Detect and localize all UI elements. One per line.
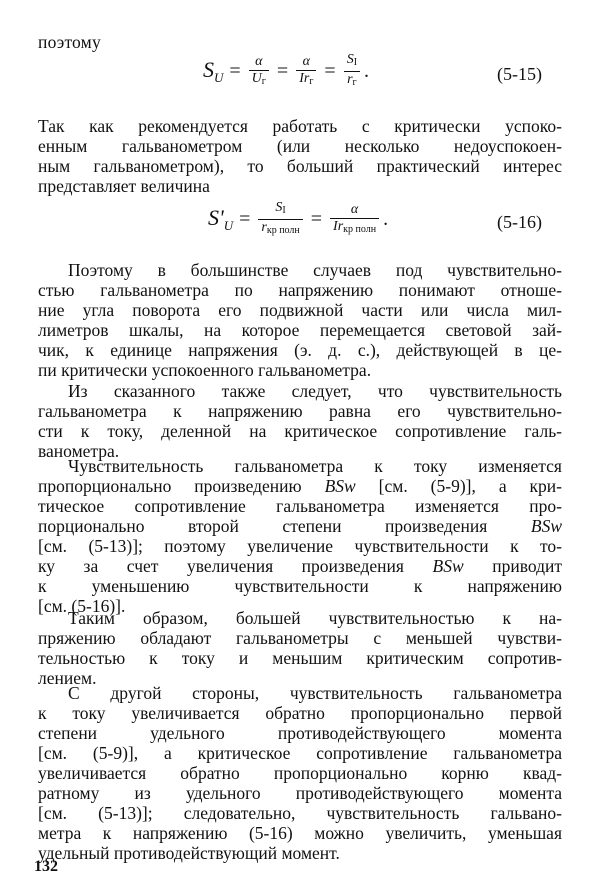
equation-number: (5-15) bbox=[497, 64, 542, 84]
text-line: [см. (5-13)]; следовательно, чувствительность гальвано- bbox=[38, 803, 562, 823]
text-line: чик, к единице напряжения (э. д. с.), действующей в це- bbox=[38, 340, 562, 360]
paragraph bbox=[38, 608, 562, 688]
paragraph bbox=[38, 456, 562, 616]
text-line: увеличивается обратно пропорционально корню квад- bbox=[38, 763, 562, 783]
text-line: [см. (5-13)]; поэтому увеличение чувствительности к то- bbox=[38, 536, 562, 556]
paragraph bbox=[38, 381, 562, 461]
text-line: пряжению обладают гальванометры с меньшей чувстви- bbox=[38, 628, 562, 648]
paragraph bbox=[38, 260, 562, 380]
text-line: метра к напряжению (5-16) можно увеличить, уменьшая bbox=[38, 823, 562, 843]
fraction: $\frac{\alpha}{Ir_{кр полн}}$ bbox=[330, 202, 379, 238]
equation-number: (5-16) bbox=[497, 212, 542, 232]
text-line: гальванометра к напряжению равна его чувствительно- bbox=[38, 401, 562, 421]
text-line: лиметров шкалы, на которое перемещается световой зай- bbox=[38, 320, 562, 340]
text-line: ку за счет увеличения произведения BSw приводит bbox=[38, 556, 562, 576]
text-line: [см. (5-9)], а критическое сопротивление гальванометра bbox=[38, 743, 562, 763]
text-line: удельный противодействующий момент. bbox=[38, 843, 340, 863]
text-line: степени удельного противодействующего момента bbox=[38, 723, 562, 743]
text-line: пи критически успокоенного гальванометра. bbox=[38, 360, 372, 380]
text-line: енным гальванометром (или несколько недоуспокоен- bbox=[38, 136, 562, 156]
text-line: стью гальванометра по напряжению понимают отноше- bbox=[38, 280, 562, 300]
text-line: Поэтому в большинстве случаев под чувствительно- bbox=[68, 260, 562, 280]
text-line: Из сказанного также следует, что чувствительность bbox=[68, 381, 562, 401]
text-line: тическое сопротивление гальванометра изменяется про- bbox=[38, 496, 562, 516]
text-line: порционально второй степени произведения BSw bbox=[38, 516, 562, 536]
fraction: $\frac{S_I}{r_{кр полн}}$ bbox=[258, 200, 302, 239]
text-line: сти к току, деленной на критическое сопротивление галь- bbox=[38, 421, 562, 441]
fraction: $\frac{\alpha}{U_г}$ bbox=[249, 54, 269, 90]
formula-lhs: $S'_U$ bbox=[208, 205, 234, 233]
intro-text: поэтому bbox=[38, 32, 101, 52]
text-line: Таким образом, большей чувствительностью к на- bbox=[68, 608, 562, 628]
text-line: ванометра. bbox=[38, 441, 120, 461]
text-line: Так как рекомендуется работать с критически успоко- bbox=[38, 116, 562, 136]
paragraph bbox=[38, 116, 562, 196]
text-line: С другой стороны, чувствительность гальванометра bbox=[68, 683, 562, 703]
text-line: ным гальванометром), то больший практический интерес bbox=[38, 156, 562, 176]
text-line: [см. (5-16)]. bbox=[38, 596, 126, 616]
fraction: $\frac{\alpha}{Ir_г}$ bbox=[296, 54, 316, 90]
text-line: пропорционально произведению BSw [см. (5-9)], а кри- bbox=[38, 476, 562, 496]
formula-5-15: $S_U$ = $\frac{\alpha}{U_г}$ = $\frac{\alpha}{Ir_г}$ = $\frac{S_I}{r_г}$ . bbox=[203, 52, 371, 104]
page-number: 132 bbox=[34, 858, 58, 875]
text-line: ратному из удельного противодействующего момента bbox=[38, 783, 562, 803]
text-line: к уменьшению чувствительности к напряжению bbox=[38, 576, 562, 596]
formula-5-16: $S'_U$ = $\frac{S_I}{r_{кр полн}}$ = $\frac{\alpha}{Ir_{кр полн}}$ . bbox=[208, 200, 390, 252]
text-line: Чувствительность гальванометра к току изменяется bbox=[68, 456, 562, 476]
text-line: ние угла поворота его подвижной части или числа мил- bbox=[38, 300, 562, 320]
text-line: представляет величина bbox=[38, 176, 210, 196]
text-line: лением. bbox=[38, 668, 97, 688]
paragraph bbox=[38, 683, 562, 863]
formula-lhs: $S_U$ bbox=[203, 57, 224, 85]
text-line: тельностью к току и меньшим критическим сопротив- bbox=[38, 648, 562, 668]
text-line: к току увеличивается обратно пропорционально первой bbox=[38, 703, 562, 723]
fraction: $\frac{S_I}{r_г}$ bbox=[344, 52, 360, 91]
